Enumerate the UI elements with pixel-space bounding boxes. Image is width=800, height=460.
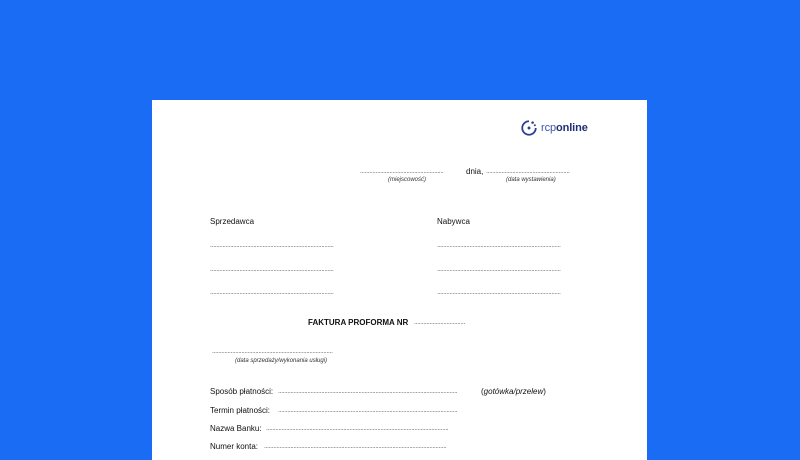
hint-open-paren: (	[481, 387, 484, 396]
payment-method-label: Sposób płatności:	[210, 387, 274, 396]
rcponline-logo[interactable]	[520, 119, 588, 137]
buyer-line[interactable]: ................................................................................	[437, 242, 561, 249]
logo-text	[541, 122, 588, 134]
buyer-line[interactable]: ................................................................................	[437, 289, 561, 296]
sale-date-caption: (data sprzedaży/wykonania usługi)	[235, 358, 328, 364]
buyer-label: Nabywca	[437, 217, 470, 226]
dnia-label: dnia,	[466, 167, 484, 176]
payment-term-field[interactable]: ....................................................................................................................	[278, 407, 458, 414]
document-page	[152, 100, 647, 460]
place-field[interactable]: ......................................................	[360, 168, 444, 175]
invoice-title: FAKTURA PROFORMA NR	[308, 318, 409, 327]
payment-method-hint	[481, 387, 546, 396]
issue-date-field[interactable]: ......................................................	[486, 168, 570, 175]
logo-rcp: rcp	[541, 122, 556, 134]
buyer-line[interactable]: ................................................................................	[437, 266, 561, 273]
place-caption: (miejscowość)	[388, 177, 427, 183]
account-number-field[interactable]: ......................................................................................................................	[264, 443, 447, 450]
logo-online: online	[555, 122, 588, 134]
bank-name-label: Nazwa Banku:	[210, 424, 262, 433]
seller-line[interactable]: ................................................................................	[210, 242, 334, 249]
payment-method-field[interactable]: ....................................................................................................................	[278, 388, 458, 395]
sale-date-field[interactable]: ..............................................................................	[212, 348, 333, 355]
rcp-logo-icon	[520, 119, 538, 137]
bank-name-field[interactable]: ......................................................................................................................	[266, 425, 449, 432]
invoice-number-field[interactable]: .................................	[414, 319, 465, 326]
seller-line[interactable]: ................................................................................	[210, 266, 334, 273]
payment-term-label: Termin płatności:	[210, 406, 271, 415]
account-number-label: Numer konta:	[210, 442, 259, 451]
seller-label: Sprzedawca	[210, 217, 255, 226]
seller-line[interactable]: ................................................................................	[210, 289, 334, 296]
hint-close-paren: )	[543, 387, 546, 396]
hint-text: gotówka/przelew	[483, 387, 544, 396]
issue-date-caption: (data wystawienia)	[506, 177, 556, 183]
